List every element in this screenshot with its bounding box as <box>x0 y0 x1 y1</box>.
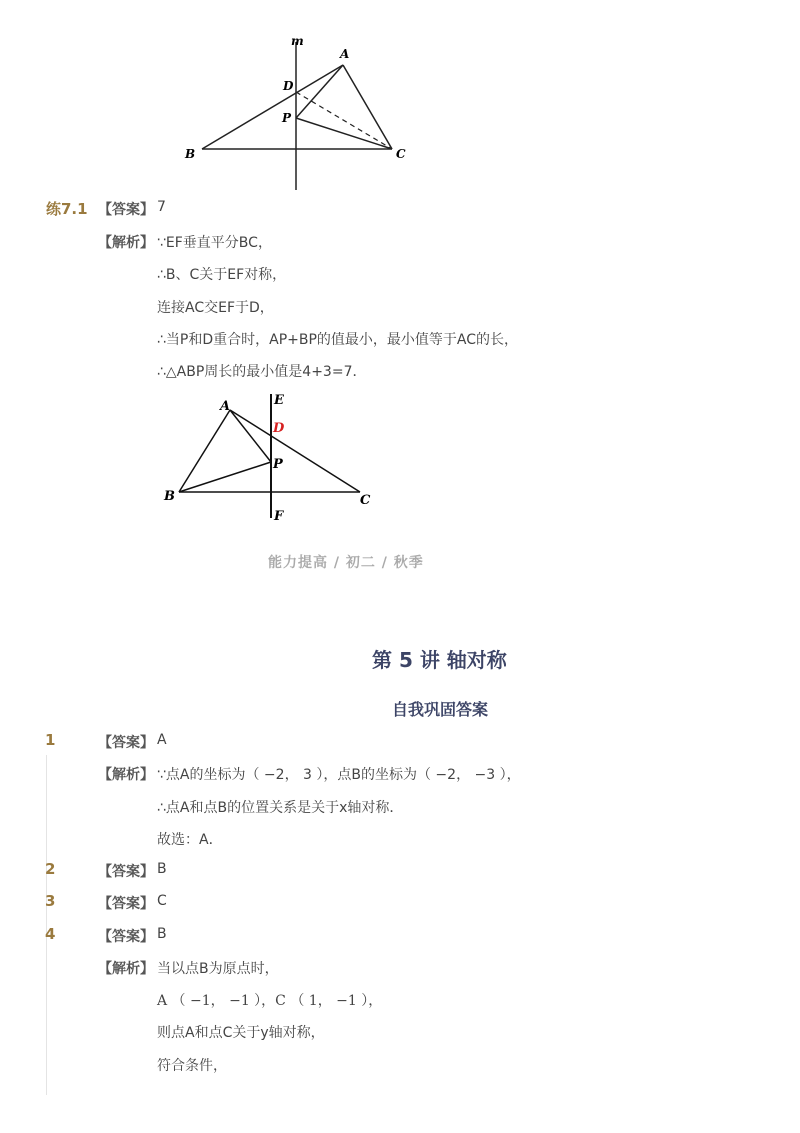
label-P: P <box>273 457 283 472</box>
answer-tag: 【答案】 <box>98 202 154 218</box>
question-number: 2 <box>45 860 56 878</box>
question-number: 3 <box>45 892 56 910</box>
analysis-line: 则点A和点C关于y轴对称， <box>157 1025 325 1041</box>
segment-PC <box>296 118 392 149</box>
analysis-line: ∴B、C关于EF对称， <box>157 267 287 283</box>
answer-value: 7 <box>157 199 166 215</box>
label-D: D <box>273 421 285 436</box>
segment-AC <box>230 410 360 492</box>
segment-BP <box>179 462 271 492</box>
exercise-number: 练7.1 <box>46 200 88 218</box>
analysis-line: ∴点A和点B的位置关系是关于x轴对称． <box>157 800 404 816</box>
segment-AC <box>343 65 392 149</box>
triangle-figure-2 <box>160 390 380 525</box>
section-subtitle: 自我巩固答案 <box>392 700 489 719</box>
analysis-line: ∴△ABP周长的最小值是4+3=7． <box>157 364 367 380</box>
analysis-tag: 【解析】 <box>98 767 154 783</box>
label-C: C <box>396 147 406 161</box>
label-D: D <box>283 79 294 93</box>
segment-BA <box>179 410 230 492</box>
analysis-line: ∵点A的坐标为（ −2， 3 ），点B的坐标为（ −2， −3 ）， <box>157 767 521 783</box>
page-footer: 能力提高 / 初二 / 秋季 <box>268 555 424 571</box>
answer-tag: 【答案】 <box>98 929 154 945</box>
answer-value: A <box>157 732 167 748</box>
analysis-tag: 【解析】 <box>98 961 154 977</box>
analysis-line: 连接AC交EF于D， <box>157 300 274 316</box>
question-number: 4 <box>45 925 56 943</box>
label-F: F <box>274 509 284 524</box>
analysis-line: ∴当P和D重合时，AP+BP的值最小，最小值等于AC的长， <box>157 332 519 348</box>
answer-tag: 【答案】 <box>98 735 154 751</box>
segment-AP <box>296 65 343 118</box>
label-A: A <box>340 47 350 61</box>
segment-AP <box>230 410 271 462</box>
label-P: P <box>282 111 292 125</box>
triangle-figure-1 <box>170 30 430 195</box>
label-E: E <box>274 393 284 408</box>
analysis-line: 符合条件， <box>157 1058 227 1074</box>
dashed-DC <box>296 92 392 149</box>
question-number: 1 <box>45 731 56 749</box>
answer-value: C <box>157 893 167 909</box>
answer-value: B <box>157 926 167 942</box>
answer-tag: 【答案】 <box>98 896 154 912</box>
analysis-tag: 【解析】 <box>98 235 154 251</box>
label-B: B <box>164 489 175 504</box>
analysis-line: 故选：A． <box>157 832 223 848</box>
answer-value: B <box>157 861 167 877</box>
label-m: m <box>291 34 304 48</box>
label-A: A <box>220 399 231 414</box>
analysis-line: 当以点B为原点时， <box>157 961 279 977</box>
analysis-line: A （ −1， −1 ），C （ 1， −1 ）， <box>157 993 383 1009</box>
label-B: B <box>185 147 196 161</box>
analysis-line: ∵EF垂直平分BC， <box>157 235 272 251</box>
label-C: C <box>360 493 371 508</box>
lecture-title: 第 5 讲 轴对称 <box>372 648 507 672</box>
answer-tag: 【答案】 <box>98 864 154 880</box>
